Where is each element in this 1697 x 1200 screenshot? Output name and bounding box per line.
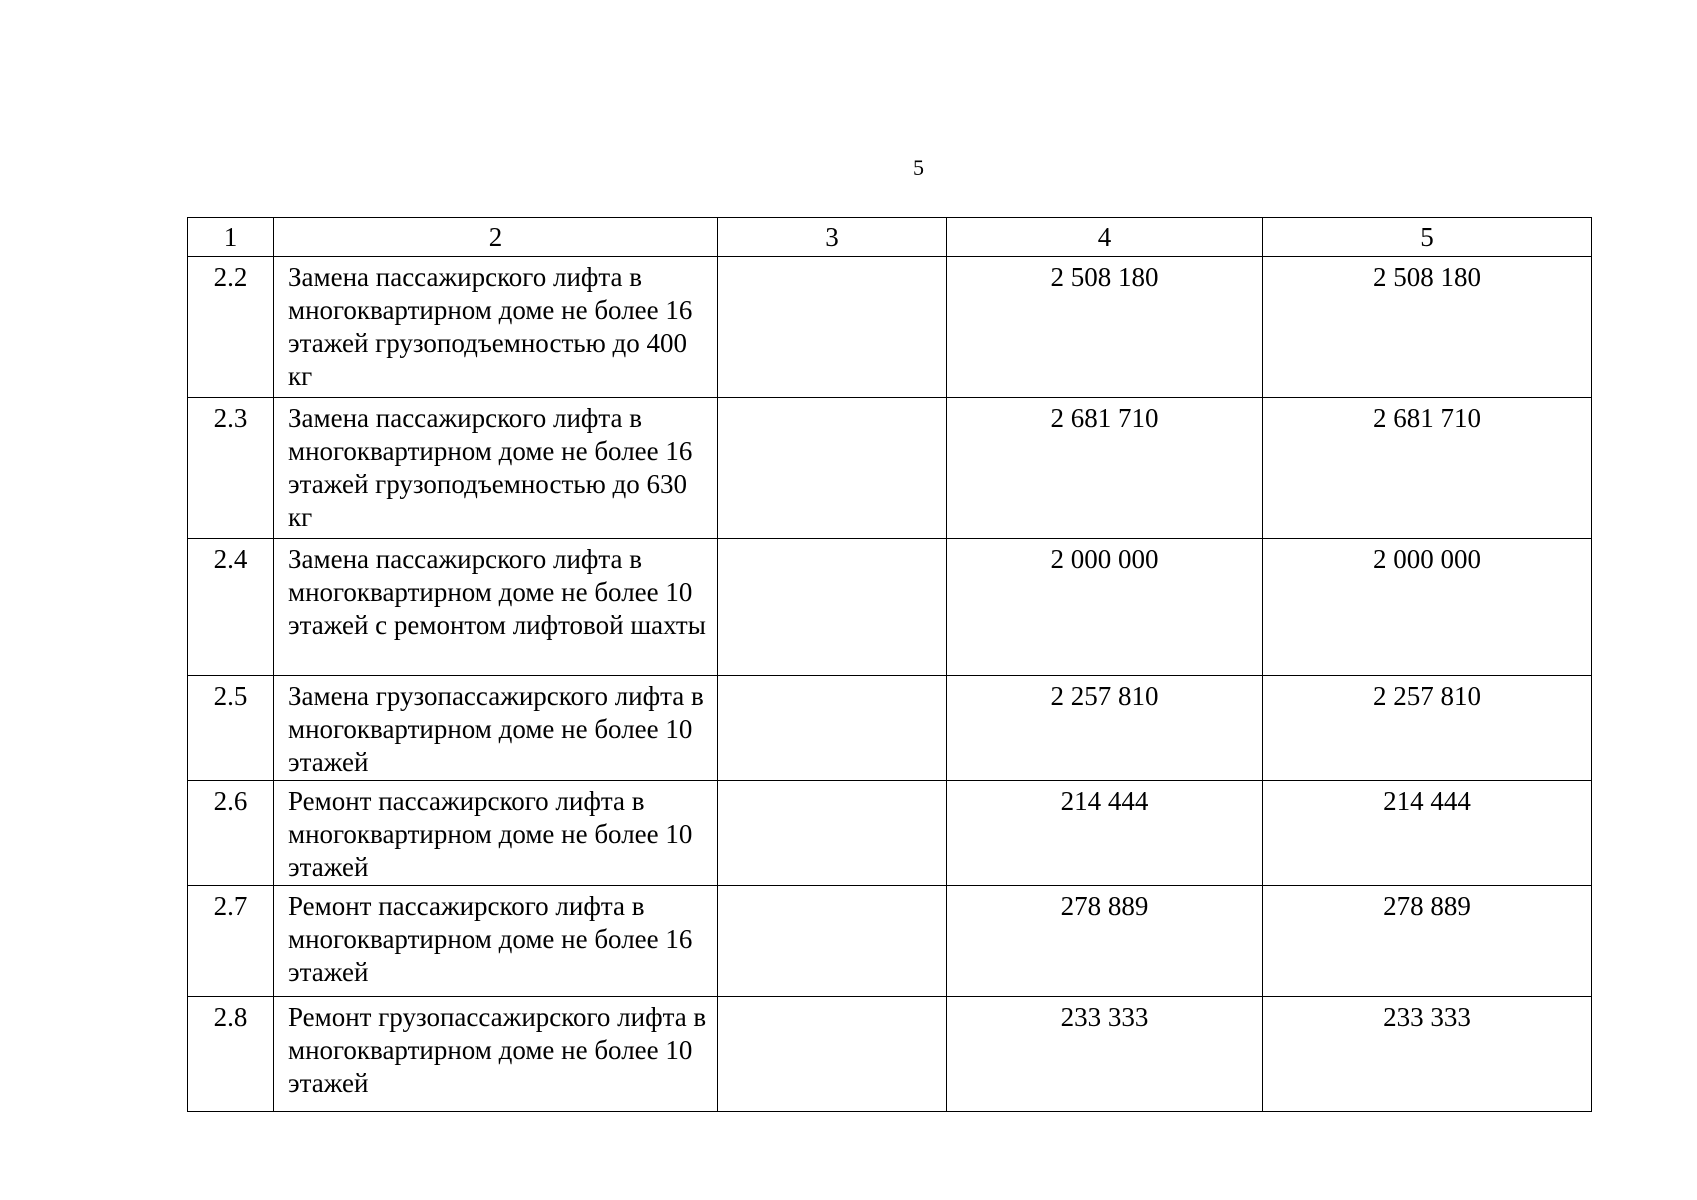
table-row <box>188 781 1592 886</box>
table-row <box>188 886 1592 997</box>
row-col3 <box>718 886 947 997</box>
row-number: 2.3 <box>188 398 274 539</box>
row-col5: 2 681 710 <box>1263 398 1592 539</box>
column-header: 3 <box>718 218 947 257</box>
row-number: 2.5 <box>188 676 274 781</box>
row-description: Ремонт пассажирского лифта в многоквартирном доме не более 16 этажей <box>274 886 718 997</box>
column-header: 1 <box>188 218 274 257</box>
column-header: 2 <box>274 218 718 257</box>
row-description: Замена пассажирского лифта в многоквартирном доме не более 10 этажей с ремонтом лифтовой шахты <box>274 539 718 676</box>
row-description: Замена пассажирского лифта в многоквартирном доме не более 16 этажей грузоподъемностью до 400 кг <box>274 257 718 398</box>
row-col3 <box>718 781 947 886</box>
row-col4: 278 889 <box>947 886 1263 997</box>
row-number: 2.4 <box>188 539 274 676</box>
row-col5: 2 000 000 <box>1263 539 1592 676</box>
column-header: 5 <box>1263 218 1592 257</box>
tariff-table <box>187 217 1592 1112</box>
table-row <box>188 997 1592 1112</box>
row-description: Ремонт пассажирского лифта в многоквартирном доме не более 10 этажей <box>274 781 718 886</box>
row-col3 <box>718 398 947 539</box>
row-col5: 2 508 180 <box>1263 257 1592 398</box>
row-col4: 2 508 180 <box>947 257 1263 398</box>
row-col4: 233 333 <box>947 997 1263 1112</box>
row-col5: 278 889 <box>1263 886 1592 997</box>
table-row <box>188 676 1592 781</box>
row-col4: 2 000 000 <box>947 539 1263 676</box>
row-col5: 233 333 <box>1263 997 1592 1112</box>
row-col4: 2 257 810 <box>947 676 1263 781</box>
table-row <box>188 539 1592 676</box>
row-col3 <box>718 676 947 781</box>
row-col5: 2 257 810 <box>1263 676 1592 781</box>
row-col3 <box>718 257 947 398</box>
row-col3 <box>718 997 947 1112</box>
row-col5: 214 444 <box>1263 781 1592 886</box>
row-number: 2.2 <box>188 257 274 398</box>
row-col4: 2 681 710 <box>947 398 1263 539</box>
row-col4: 214 444 <box>947 781 1263 886</box>
table-row <box>188 398 1592 539</box>
row-number: 2.8 <box>188 997 274 1112</box>
page-number: 5 <box>913 155 924 180</box>
row-description: Ремонт грузопассажирского лифта в многоквартирном доме не более 10 этажей <box>274 997 718 1112</box>
row-description: Замена пассажирского лифта в многоквартирном доме не более 16 этажей грузоподъемностью до 630 кг <box>274 398 718 539</box>
table-header-row <box>188 218 1592 257</box>
row-number: 2.7 <box>188 886 274 997</box>
column-header: 4 <box>947 218 1263 257</box>
row-col3 <box>718 539 947 676</box>
table-row <box>188 257 1592 398</box>
row-description: Замена грузопассажирского лифта в многоквартирном доме не более 10 этажей <box>274 676 718 781</box>
row-number: 2.6 <box>188 781 274 886</box>
